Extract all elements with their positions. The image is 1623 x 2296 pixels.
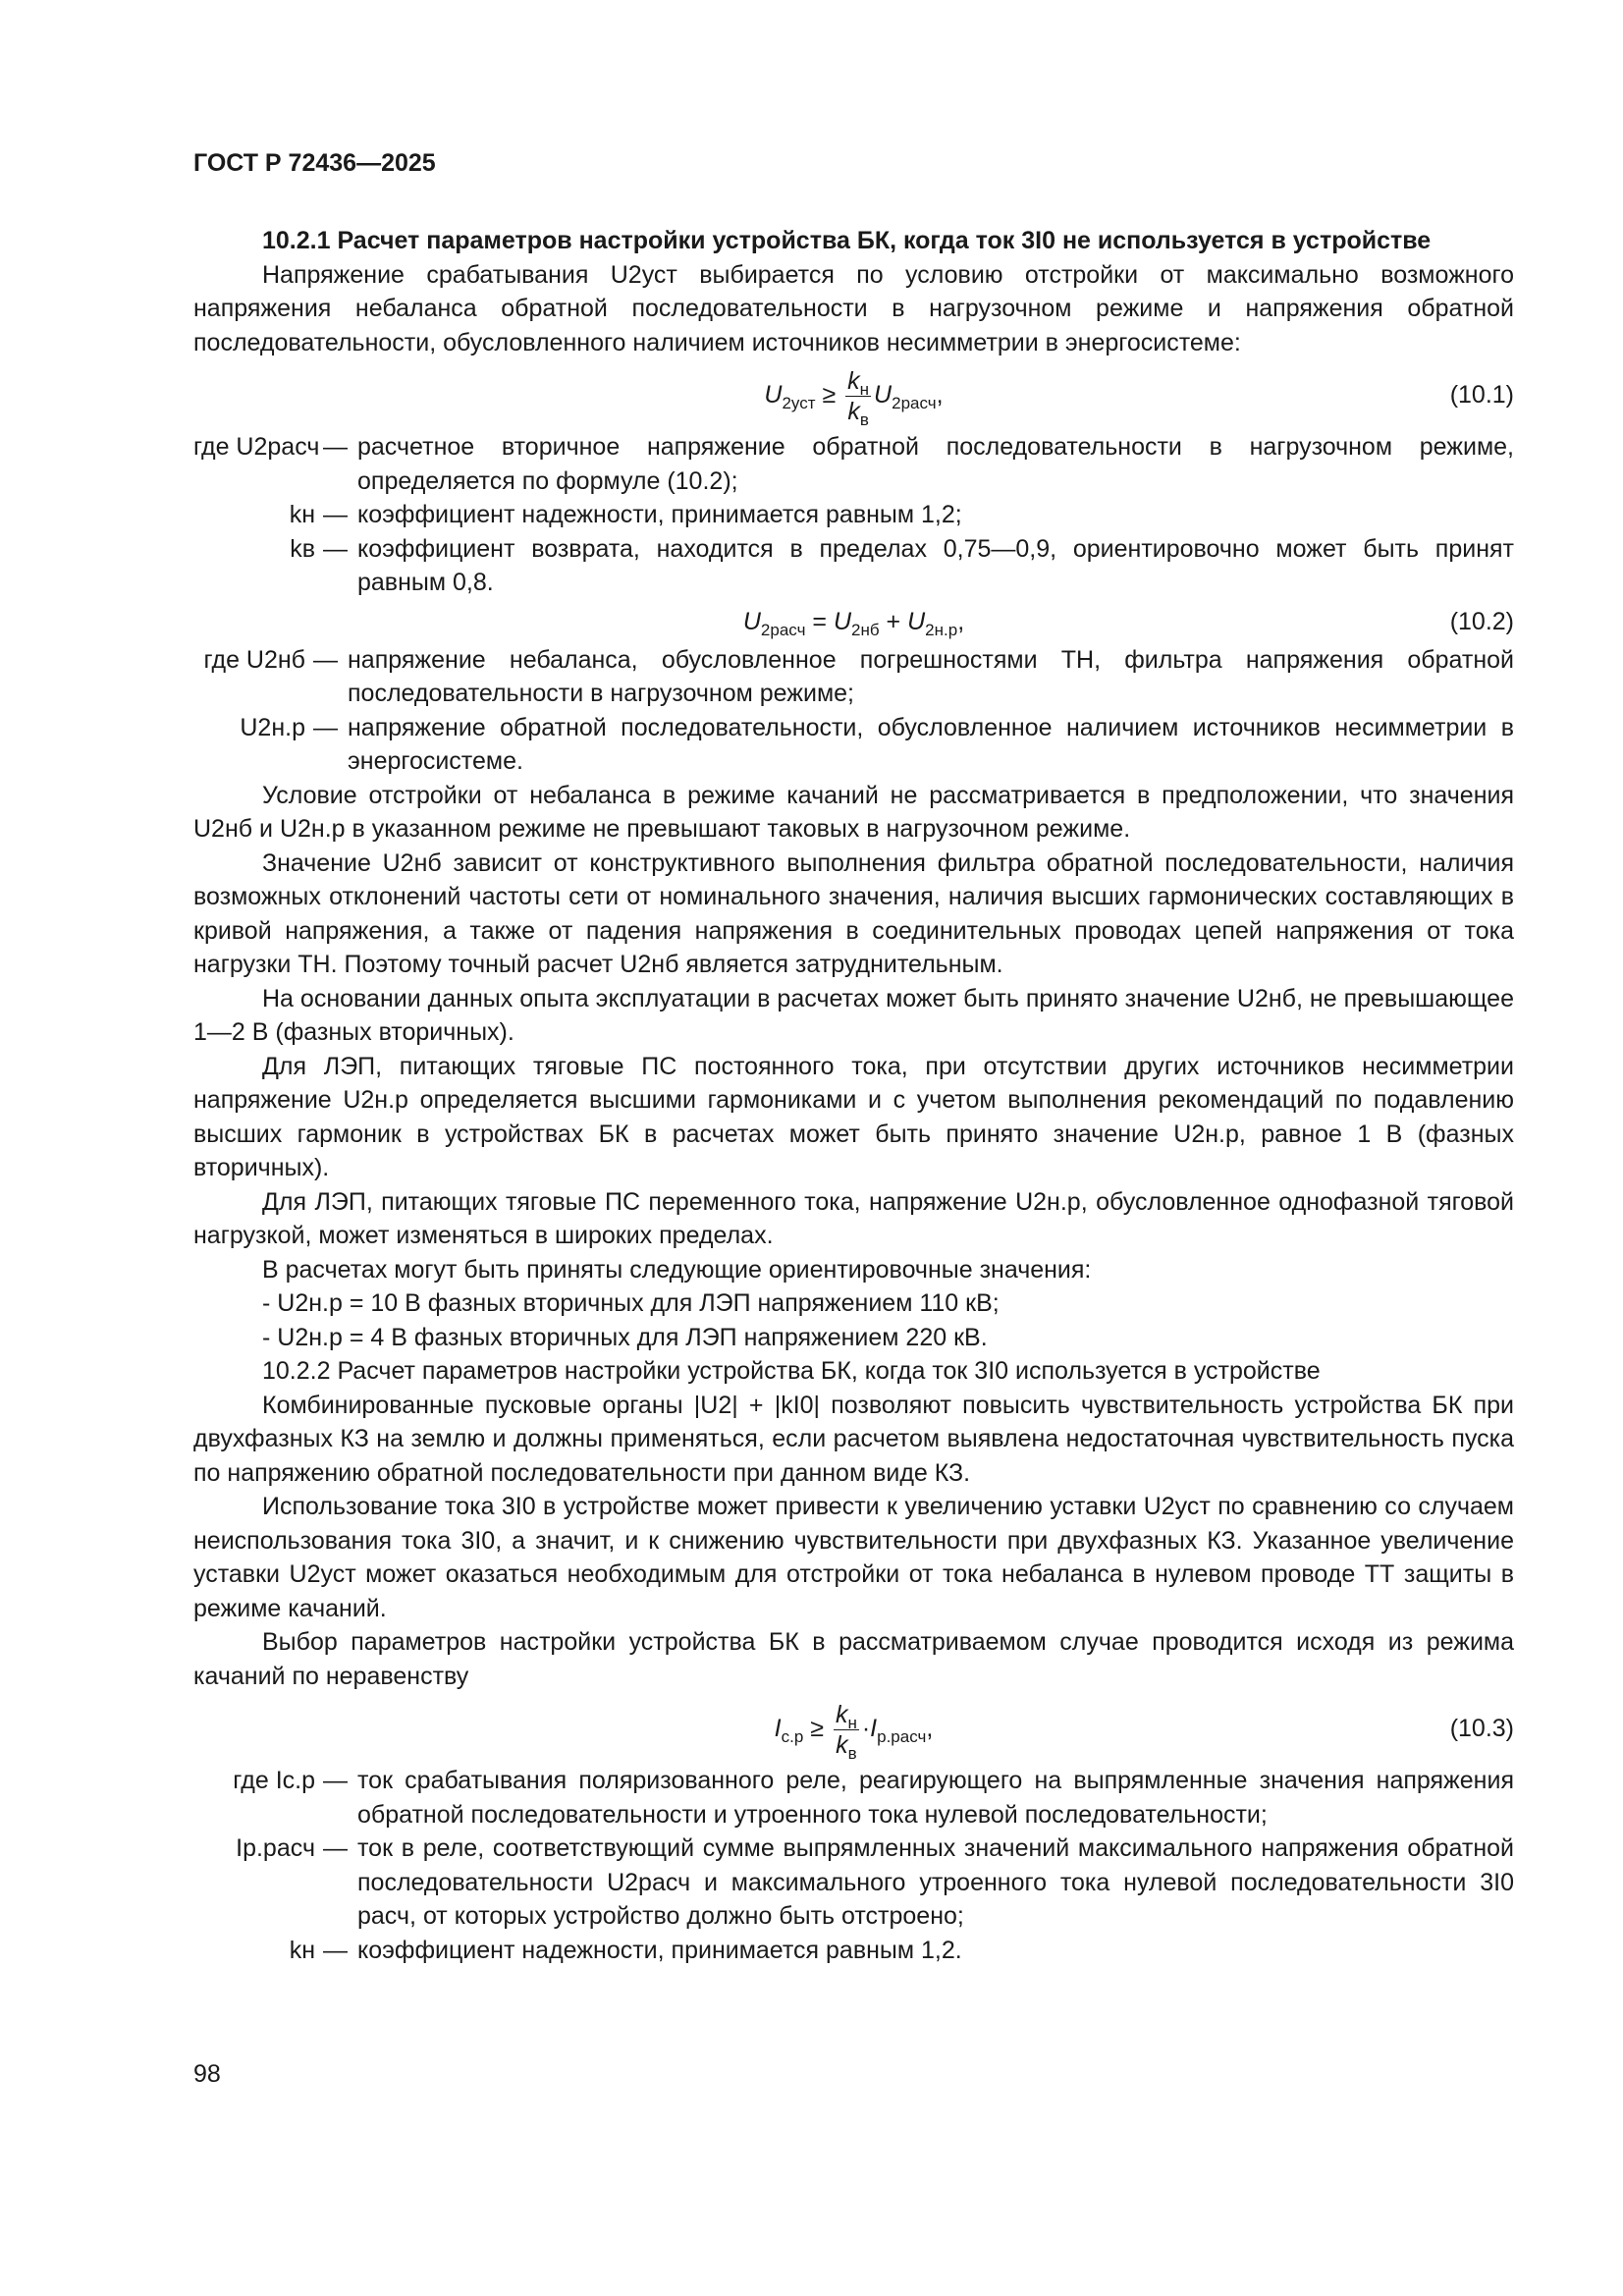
equation-10-1 bbox=[193, 359, 1514, 430]
definition-item bbox=[193, 643, 1514, 711]
definition-term: U2н.р bbox=[240, 713, 305, 741]
definition-item bbox=[193, 1831, 1514, 1934]
definition-term: kв bbox=[290, 534, 315, 563]
definition-text: коэффициент надежности, принимается равным 1,2. bbox=[357, 1936, 962, 1964]
section-title-10-2-2: 10.2.2 Расчет параметров настройки устройства БК, когда ток 3I0 используется в устройстве bbox=[262, 1357, 1321, 1385]
definition-text: коэффициент возврата, находится в пределах 0,75—0,9, ориентировочно может быть принят равным 0,8. bbox=[357, 534, 1514, 596]
equation-number: (10.3) bbox=[1449, 1715, 1514, 1742]
definition-text: ток в реле, соответствующий сумме выпрямленных значений максимального напряжения обратной последовательности U2расч и максимального утроенного тока нулевой последовательности 3I0 расч, от которых устройство должно быть отстроено; bbox=[357, 1834, 1514, 1930]
definition-dash: — bbox=[323, 1767, 348, 1794]
paragraph: Комбинированные пусковые органы |U2| + |kI0| позволяют повысить чувствительность устройства БК при двухфазных КЗ на землю и должны применяться, если расчетом выявлена недостаточная чувствительность пуска по напряжению обратной последовательности при данном виде КЗ. bbox=[193, 1391, 1514, 1487]
paragraph: Для ЛЭП, питающих тяговые ПС переменного тока, напряжение U2н.р, обусловленное однофазной тяговой нагрузкой, может изменяться в широких пределах. bbox=[193, 1187, 1514, 1249]
equation-10-2 bbox=[193, 600, 1514, 643]
paragraph: Для ЛЭП, питающих тяговые ПС постоянного тока, при отсутствии других источников несимметрии напряжение U2н.р определяется высшими гармониками и с учетом выполнения рекомендаций по подавлению высших гармоник в устройствах БК в расчетах может быть принято значение U2н.р, равное 1 В (фазных вторичных). bbox=[193, 1052, 1514, 1181]
paragraph: Значение U2нб зависит от конструктивного выполнения фильтра обратной последовательности, наличия возможных отклонений частоты сети от номинального значения, наличия высших гармонических составляющих в кривой напряжения, а также от падения напряжения в соединительных проводах цепей напряжения от тока нагрузки ТН. Поэтому точный расчет U2нб является затруднительным. bbox=[193, 848, 1514, 978]
list-item: - U2н.р = 4 В фазных вторичных для ЛЭП напряжением 220 кВ. bbox=[262, 1323, 988, 1351]
document-body bbox=[193, 224, 1514, 1967]
definition-term: где Iс.р bbox=[233, 1767, 315, 1794]
definition-item bbox=[193, 711, 1514, 779]
definition-term: Iр.расч bbox=[236, 1834, 315, 1862]
paragraph: Напряжение срабатывания U2уст выбирается по условию отстройки от максимально возможного напряжения небаланса обратной последовательности в нагрузочном режиме и напряжения обратной последовательности, обусловленного наличием источников несимметрии в энергосистеме: bbox=[193, 260, 1514, 356]
paragraph: В расчетах могут быть приняты следующие ориентировочные значения: bbox=[262, 1255, 1092, 1284]
definition-term: где U2расч bbox=[193, 433, 320, 461]
definition-dash: — bbox=[323, 1834, 348, 1862]
paragraph: На основании данных опыта эксплуатации в расчетах может быть принято значение U2нб, не превышающее 1—2 В (фазных вторичных). bbox=[193, 984, 1514, 1046]
definition-dash: — bbox=[313, 645, 338, 674]
document-header: ГОСТ Р 72436—2025 bbox=[193, 149, 436, 177]
definition-dash: — bbox=[323, 1936, 348, 1964]
equation-formula: $U_{2расч} = U_{2нб} + U_{2н.р}$, bbox=[742, 607, 965, 639]
definition-dash: — bbox=[323, 501, 348, 528]
equation-formula: $I_{с.р}$ ≥ $\frac{k_н}{k_в}$ $\cdot I_{р.расч}$, bbox=[774, 1700, 934, 1763]
definition-text: напряжение небаланса, обусловленное погрешностями ТН, фильтра напряжения обратной последовательности в нагрузочном режиме; bbox=[348, 645, 1514, 707]
equation-number: (10.2) bbox=[1449, 607, 1514, 635]
equation-number: (10.1) bbox=[1449, 381, 1514, 409]
equation-formula: $U_{2уст}$ ≥ $\frac{k_н}{k_в}$ $U_{2расч}$, bbox=[764, 366, 944, 429]
definition-dash: — bbox=[323, 534, 348, 563]
definition-item bbox=[193, 1934, 1514, 1968]
equation-10-3 bbox=[193, 1693, 1514, 1764]
definition-text: коэффициент надежности, принимается равным 1,2; bbox=[357, 501, 962, 528]
definition-item bbox=[193, 532, 1514, 600]
definition-item bbox=[193, 1764, 1514, 1831]
definition-dash: — bbox=[313, 713, 338, 741]
definition-term: kн bbox=[289, 1936, 315, 1964]
definition-item bbox=[193, 498, 1514, 532]
paragraph: Выбор параметров настройки устройства БК в рассматриваемом случае проводится исходя из режима качаний по неравенству bbox=[193, 1628, 1514, 1690]
paragraph: Использование тока 3I0 в устройстве может привести к увеличению уставки U2уст по сравнению со случаем неиспользования тока 3I0, а значит, и к снижению чувствительности при двухфазных КЗ. Указанное увеличение уставки U2уст может оказаться необходимым для отстройки от тока небаланса в нулевом проводе ТТ защиты в режиме качаний. bbox=[193, 1493, 1514, 1622]
definition-item bbox=[193, 430, 1514, 498]
definition-text: ток срабатывания поляризованного реле, реагирующего на выпрямленные значения напряжения обратной последовательности и утроенного тока нулевой последовательности; bbox=[357, 1767, 1514, 1829]
paragraph: Условие отстройки от небаланса в режиме качаний не рассматривается в предположении, что значения U2нб и U2н.р в указанном режиме не превышают таковых в нагрузочном режиме. bbox=[193, 781, 1514, 843]
definition-text: напряжение обратной последовательности, обусловленное наличием источников несимметрии в энергосистеме. bbox=[348, 713, 1514, 775]
definition-text: расчетное вторичное напряжение обратной последовательности в нагрузочном режиме, определяется по формуле (10.2); bbox=[357, 433, 1514, 495]
definition-term: где U2нб bbox=[203, 645, 305, 674]
section-title-10-2-1: 10.2.1 Расчет параметров настройки устройства БК, когда ток 3I0 не используется в устройстве bbox=[262, 227, 1432, 254]
definition-term: kн bbox=[289, 501, 315, 528]
list-item: - U2н.р = 10 В фазных вторичных для ЛЭП напряжением 110 кВ; bbox=[262, 1289, 1000, 1317]
definition-dash: — bbox=[323, 433, 348, 461]
page-number: 98 bbox=[193, 2060, 221, 2088]
